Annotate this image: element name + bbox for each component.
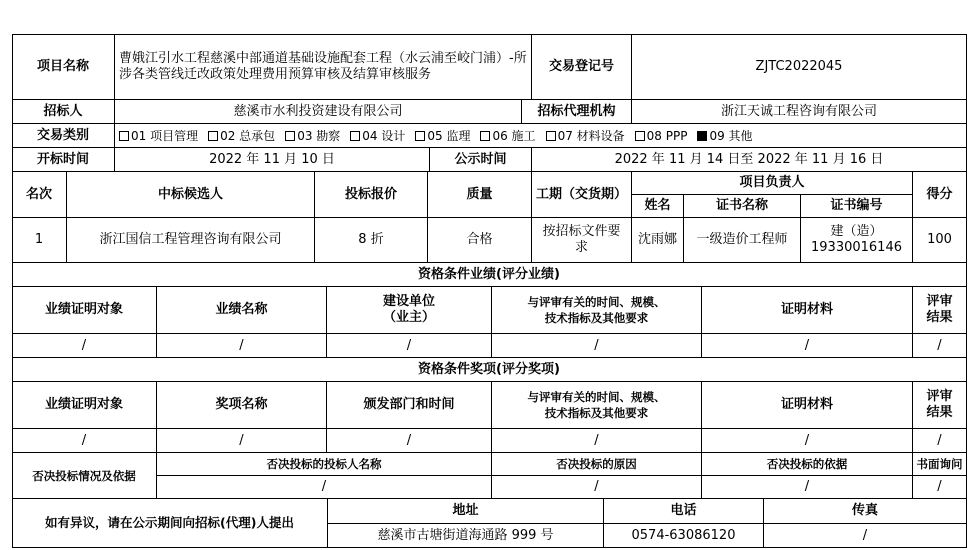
cert-no-line-1: 建（造）	[830, 224, 883, 239]
category-option	[546, 128, 625, 144]
unchecked-box-icon	[415, 131, 425, 141]
perf-owner-line-1: 建设单位	[382, 294, 435, 309]
award-header-object: 业绩证明对象	[12, 382, 157, 429]
candidate-header: 中标候选人	[67, 172, 315, 218]
address-header: 地址	[328, 499, 604, 524]
tenderer-label: 招标人	[12, 100, 115, 124]
category-option-label: 05 监理	[427, 128, 471, 143]
project-name-value: 曹娥江引水工程慈溪中部通道基础设施配套工程（水云浦至峧门浦）-所涉各类管线迁改政策处理费用预算审核及结算审核服务	[115, 34, 532, 100]
cert-name-header: 证书名称	[684, 195, 801, 218]
category-option-label: 02 总承包	[220, 128, 276, 143]
rejection-header-basis: 否决投标的依据	[702, 453, 913, 476]
tenderer-value: 慈溪市水利投资建设有限公司	[115, 100, 522, 124]
category-option-label: 09 其他	[709, 128, 753, 143]
perf-cell: /	[492, 334, 702, 358]
address-value: 慈溪市古塘街道海通路 999 号	[328, 524, 604, 548]
awards-title: 资格条件奖项(评分奖项)	[12, 358, 967, 382]
candidate-price: 8 折	[315, 218, 428, 263]
unchecked-box-icon	[350, 131, 360, 141]
perf-cell: /	[157, 334, 327, 358]
performance-title: 资格条件业绩(评分业绩)	[12, 263, 967, 287]
category-label: 交易类别	[12, 124, 115, 148]
rank-header: 名次	[12, 172, 67, 218]
category-option	[480, 128, 535, 144]
perf-header-requirements	[492, 287, 702, 334]
agent-label: 招标代理机构	[522, 100, 632, 124]
award-header-issuer: 颁发部门和时间	[327, 382, 492, 429]
open-time-value: 2022 年 11 月 10 日	[115, 148, 430, 172]
perf-cell: /	[702, 334, 913, 358]
unchecked-box-icon	[119, 131, 129, 141]
award-header-evidence: 证明材料	[702, 382, 913, 429]
candidate-quality: 合格	[428, 218, 532, 263]
perf-req-line-2: 技术指标及其他要求	[544, 311, 649, 325]
award-header-result: 评审结果	[913, 382, 967, 429]
candidate-cert-no	[801, 218, 913, 263]
rejection-cell: /	[913, 476, 967, 499]
perf-owner-line-2: （业主）	[382, 310, 435, 325]
award-req-line-2: 技术指标及其他要求	[544, 406, 649, 420]
unchecked-box-icon	[208, 131, 218, 141]
fax-header: 传真	[764, 499, 967, 524]
registration-value: ZJTC2022045	[632, 34, 967, 100]
perf-header-name: 业绩名称	[157, 287, 327, 334]
category-option	[350, 128, 405, 144]
rejection-cell: /	[492, 476, 702, 499]
score-header: 得分	[913, 172, 967, 218]
checked-box-icon	[697, 131, 707, 141]
category-option	[415, 128, 470, 144]
period-header: 工期（交货期）	[532, 172, 632, 218]
award-header-name: 奖项名称	[157, 382, 327, 429]
award-cell: /	[702, 429, 913, 453]
perf-header-result: 评审结果	[913, 287, 967, 334]
phone-value: 0574-63086120	[604, 524, 764, 548]
category-option	[119, 128, 198, 144]
unchecked-box-icon	[635, 131, 645, 141]
rejection-header-inquiry: 书面询问	[913, 453, 967, 476]
rejection-cell: /	[702, 476, 913, 499]
category-option-label: 03 勘察	[297, 128, 341, 143]
result-table	[12, 34, 967, 548]
publicity-value: 2022 年 11 月 14 日至 2022 年 11 月 16 日	[532, 148, 967, 172]
rejection-cell: /	[157, 476, 492, 499]
registration-label: 交易登记号	[532, 34, 632, 100]
category-option-label: 01 项目管理	[131, 128, 199, 143]
candidate-manager-name: 沈雨娜	[632, 218, 684, 263]
candidate-name: 浙江国信工程管理咨询有限公司	[67, 218, 315, 263]
manager-name-header: 姓名	[632, 195, 684, 218]
award-cell: /	[492, 429, 702, 453]
quality-header: 质量	[428, 172, 532, 218]
cert-no-line-2: 19330016146	[811, 240, 902, 255]
award-header-requirements	[492, 382, 702, 429]
agent-value: 浙江天诚工程咨询有限公司	[632, 100, 967, 124]
category-option-label: 07 材料设备	[557, 128, 625, 143]
award-req-line-1: 与评审有关的时间、规模、	[527, 390, 666, 404]
candidate-period: 按招标文件要求	[532, 218, 632, 263]
award-cell: /	[12, 429, 157, 453]
perf-header-object: 业绩证明对象	[12, 287, 157, 334]
rejection-label: 否决投标情况及依据	[12, 453, 157, 499]
category-option	[697, 128, 752, 144]
category-option-label: 04 设计	[362, 128, 406, 143]
unchecked-box-icon	[480, 131, 490, 141]
price-header: 投标报价	[315, 172, 428, 218]
unchecked-box-icon	[285, 131, 295, 141]
fax-value: /	[764, 524, 967, 548]
manager-header: 项目负责人	[632, 172, 913, 195]
award-cell: /	[157, 429, 327, 453]
category-options	[115, 124, 967, 148]
category-option	[208, 128, 275, 144]
publicity-label: 公示时间	[430, 148, 532, 172]
category-option	[285, 128, 340, 144]
award-cell: /	[913, 429, 967, 453]
project-name-label: 项目名称	[12, 34, 115, 100]
perf-header-evidence: 证明材料	[702, 287, 913, 334]
phone-header: 电话	[604, 499, 764, 524]
cert-no-header: 证书编号	[801, 195, 913, 218]
category-option	[635, 128, 688, 144]
open-time-label: 开标时间	[12, 148, 115, 172]
perf-cell: /	[327, 334, 492, 358]
category-option-label: 08 PPP	[646, 128, 688, 143]
unchecked-box-icon	[546, 131, 556, 141]
objection-notice: 如有异议，请在公示期间向招标(代理)人提出	[12, 499, 328, 548]
perf-cell: /	[913, 334, 967, 358]
perf-header-owner	[327, 287, 492, 334]
category-option-label: 06 施工	[492, 128, 536, 143]
rejection-header-reason: 否决投标的原因	[492, 453, 702, 476]
candidate-score: 100	[913, 218, 967, 263]
candidate-cert-name: 一级造价工程师	[684, 218, 801, 263]
candidate-rank: 1	[12, 218, 67, 263]
perf-req-line-1: 与评审有关的时间、规模、	[527, 295, 666, 309]
perf-cell: /	[12, 334, 157, 358]
award-cell: /	[327, 429, 492, 453]
rejection-header-bidder: 否决投标的投标人名称	[157, 453, 492, 476]
